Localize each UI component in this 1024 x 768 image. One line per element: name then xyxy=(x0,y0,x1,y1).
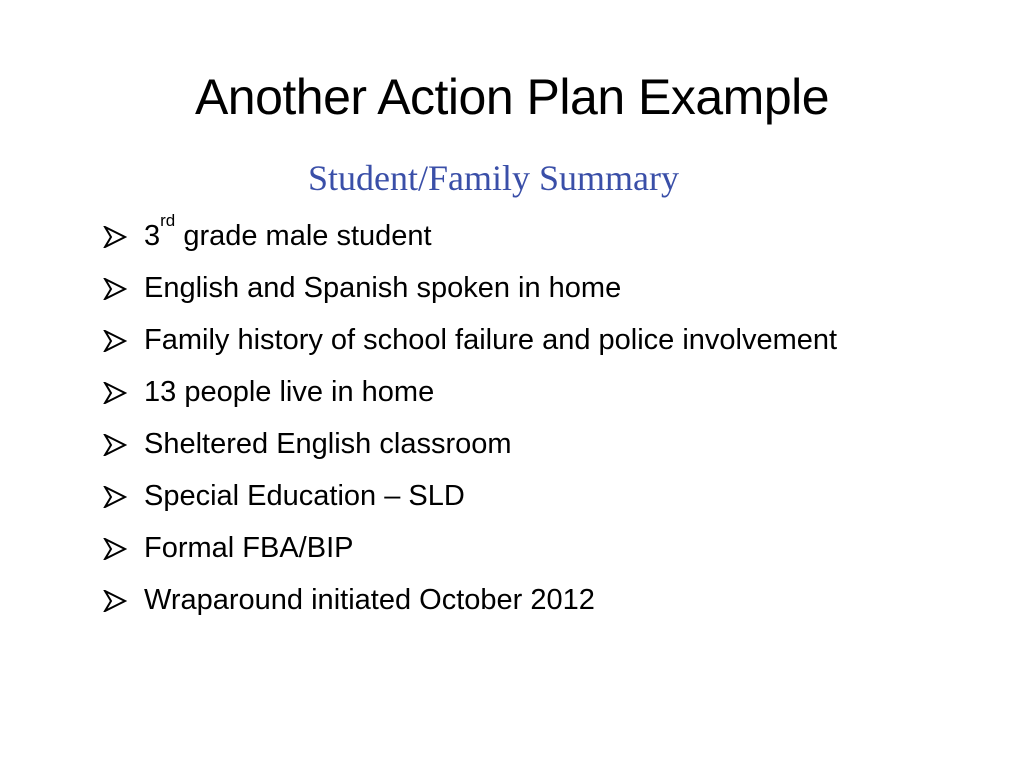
bullet-text: Sheltered English classroom xyxy=(144,428,512,460)
arrowhead-bullet-icon xyxy=(103,278,127,300)
arrowhead-bullet-icon xyxy=(103,434,127,456)
bullet-text: 13 people live in home xyxy=(144,376,435,408)
bullet-text: Special Education – SLD xyxy=(144,480,465,512)
arrowhead-bullet-icon xyxy=(103,330,127,352)
list-item xyxy=(103,527,863,569)
bullet-text-main: 3 xyxy=(144,220,161,252)
arrowhead-bullet-icon xyxy=(103,538,127,560)
list-item xyxy=(103,423,863,465)
bullet-list xyxy=(103,211,863,631)
bullet-text: Formal FBA/BIP xyxy=(144,532,354,564)
bullet-text: English and Spanish spoken in home xyxy=(144,272,622,304)
list-item xyxy=(103,475,863,517)
bullet-superscript: rd xyxy=(160,211,176,230)
arrowhead-bullet-icon xyxy=(103,590,127,612)
bullet-text: Wraparound initiated October 2012 xyxy=(144,584,595,616)
list-item xyxy=(103,579,863,621)
bullet-text: Family history of school failure and police involvement xyxy=(144,324,838,356)
list-item xyxy=(103,371,863,413)
slide-title: Another Action Plan Example xyxy=(194,69,830,125)
list-item xyxy=(103,267,863,309)
bullet-text xyxy=(144,211,432,252)
arrowhead-bullet-icon xyxy=(103,486,127,508)
arrowhead-bullet-icon xyxy=(103,382,127,404)
list-item xyxy=(103,211,863,257)
bullet-text-rest: grade male student xyxy=(175,220,432,252)
slide-subtitle: Student/Family Summary xyxy=(308,158,680,198)
arrowhead-bullet-icon xyxy=(103,226,127,248)
list-item xyxy=(103,319,863,361)
